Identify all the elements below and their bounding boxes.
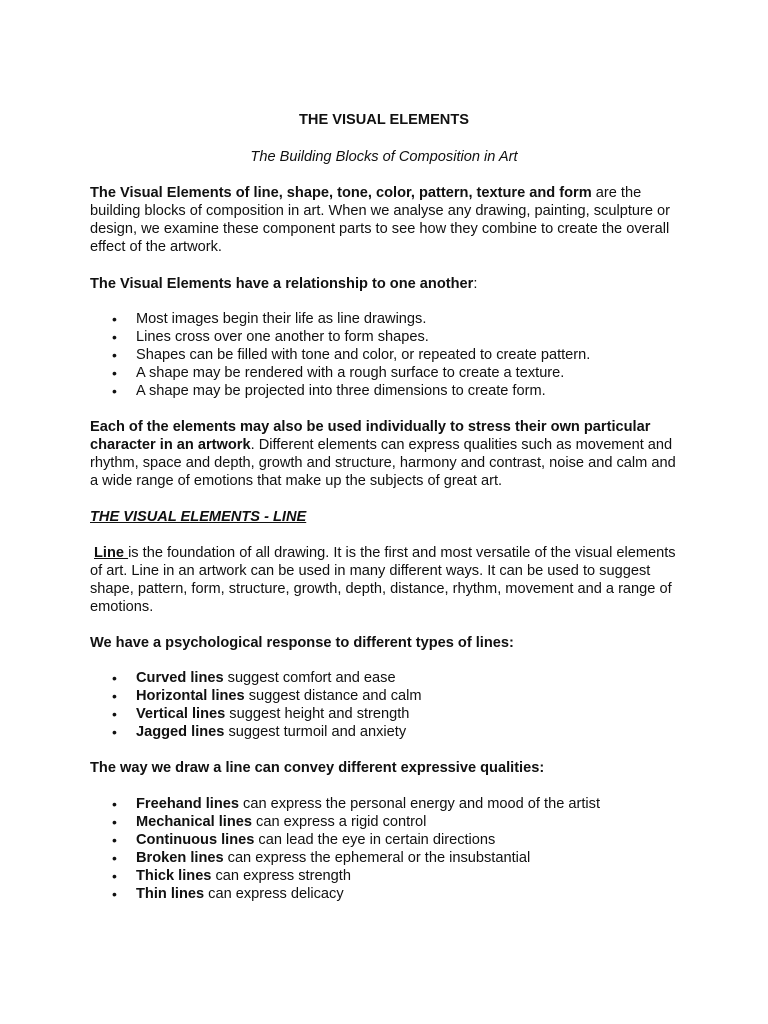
psych-heading: We have a psychological response to different types of lines:	[90, 635, 514, 651]
line-heading-text: THE VISUAL ELEMENTS - LINE	[90, 509, 307, 525]
list-item-text: suggest height and strength	[225, 706, 410, 722]
line-text: is the foundation of all drawing. It is the first and most versatile of the visual elements of art. Line in an artwork can be used in many different ways. It can be used to suggest shape, pattern, form, structure, growth, depth, distance, rhythm, movement and a range of emotions.	[90, 545, 676, 615]
individual-bold: Each of the elements may also be used individually to stress their own particular character in an artwork	[90, 419, 651, 453]
intro-text: are the building blocks of composition in art. When we analyse any drawing, painting, sculpture or design, we examine these component parts to see how they combine to create the overall effect of the artwork.	[90, 185, 671, 255]
list-item-bold: Broken lines	[136, 850, 224, 866]
bullet-icon: •	[112, 724, 117, 740]
list-item-bold: Curved lines	[136, 670, 224, 686]
bullet-icon: •	[112, 832, 117, 848]
list-item-text: suggest turmoil and anxiety	[224, 724, 407, 740]
bullet-icon: •	[112, 347, 117, 363]
bullet-icon: •	[112, 868, 117, 884]
list-item	[90, 831, 680, 849]
list-item	[90, 328, 680, 346]
list-item-text: Most images begin their life as line drawings.	[136, 311, 427, 327]
line-paragraph	[90, 544, 680, 616]
list-item-bold: Vertical lines	[136, 706, 226, 722]
bullet-icon: •	[112, 329, 117, 345]
list-item	[90, 687, 680, 705]
list-item-text: Shapes can be filled with tone and color, or repeated to create pattern.	[136, 347, 591, 363]
list-item-bold: Mechanical lines	[136, 814, 252, 830]
bullet-icon: •	[112, 814, 117, 830]
individual-paragraph	[90, 418, 680, 490]
relationship-colon: :	[473, 276, 478, 292]
list-item-text: suggest comfort and ease	[223, 670, 396, 686]
list-item-text: A shape may be rendered with a rough surface to create a texture.	[136, 365, 565, 381]
list-item-text: Lines cross over one another to form shapes.	[136, 329, 429, 345]
list-item	[90, 364, 680, 382]
list-item-text: can express a rigid control	[252, 814, 427, 830]
list-item-bold: Continuous lines	[136, 832, 255, 848]
list-item-text: can express the ephemeral or the insubstantial	[223, 850, 531, 866]
list-item	[90, 813, 680, 831]
list-item-text: suggest distance and calm	[244, 688, 422, 704]
list-item	[90, 310, 680, 328]
expressive-list	[90, 795, 680, 903]
bullet-icon: •	[112, 670, 117, 686]
bullet-icon: •	[112, 383, 117, 399]
relationship-bold: The Visual Elements have a relationship to one another	[90, 276, 474, 292]
intro-bold: The Visual Elements of line, shape, tone, color, pattern, texture and form	[90, 185, 592, 201]
list-item-text: can express strength	[211, 868, 351, 884]
psych-list	[90, 669, 680, 741]
list-item	[90, 723, 680, 741]
list-item-text: A shape may be projected into three dimensions to create form.	[136, 383, 546, 399]
list-item	[90, 705, 680, 723]
line-term: Line	[94, 545, 129, 561]
list-item	[90, 849, 680, 867]
bullet-icon: •	[112, 886, 117, 902]
page-subtitle: The Building Blocks of Composition in Art	[250, 149, 518, 165]
list-item-bold: Thin lines	[136, 886, 205, 902]
page-title: THE VISUAL ELEMENTS	[298, 112, 469, 128]
individual-text: . Different elements can express qualities such as movement and rhythm, space and depth, growth and structure, harmony and contrast, noise and calm and a wide range of emotions that make up the subjects of great art.	[90, 437, 676, 489]
list-item	[90, 867, 680, 885]
relationship-heading	[90, 275, 680, 293]
list-item-text: can lead the eye in certain directions	[254, 832, 496, 848]
list-item	[90, 795, 680, 813]
bullet-icon: •	[112, 796, 117, 812]
bullet-icon: •	[112, 311, 117, 327]
list-item-bold: Thick lines	[136, 868, 212, 884]
list-item	[90, 885, 680, 903]
relationship-list	[90, 310, 680, 400]
bullet-icon: •	[112, 688, 117, 704]
list-item	[90, 669, 680, 687]
list-item	[90, 382, 680, 400]
list-item-text: can express delicacy	[204, 886, 344, 902]
bullet-icon: •	[112, 850, 117, 866]
expressive-heading: The way we draw a line can convey different expressive qualities:	[90, 760, 545, 776]
bullet-icon: •	[112, 365, 117, 381]
bullet-icon: •	[112, 706, 117, 722]
intro-paragraph	[90, 184, 680, 256]
list-item-bold: Jagged lines	[136, 724, 225, 740]
line-section-heading	[90, 508, 680, 526]
list-item-bold: Horizontal lines	[136, 688, 245, 704]
list-item-text: can express the personal energy and mood of the artist	[239, 796, 601, 812]
list-item-bold: Freehand lines	[136, 796, 239, 812]
list-item	[90, 346, 680, 364]
